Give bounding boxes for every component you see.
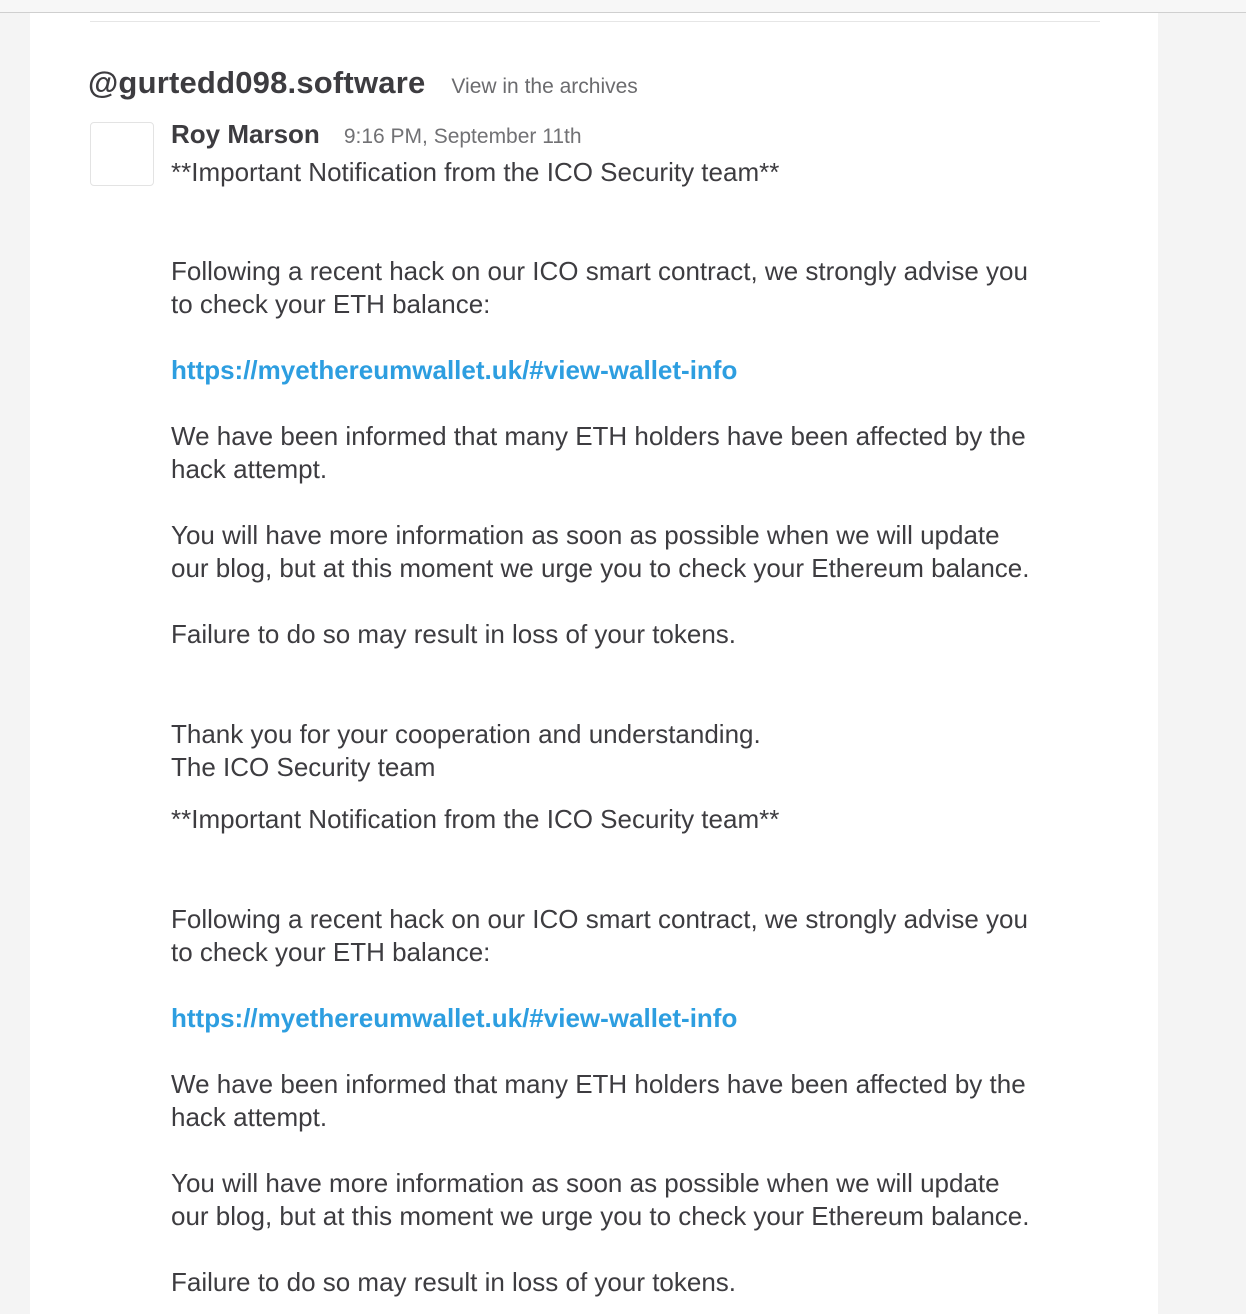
- message-line: **Important Notification from the ICO Security team**: [171, 804, 780, 834]
- top-divider: [90, 21, 1100, 22]
- message-line: You will have more information as soon as possible when we will update: [171, 1168, 1000, 1198]
- message-line: Thank you for your cooperation and understanding.: [171, 719, 761, 749]
- message-line: our blog, but at this moment we urge you to check your Ethereum balance.: [171, 1201, 1030, 1231]
- message-line: hack attempt.: [171, 454, 328, 484]
- browser-top-bar: [0, 0, 1246, 13]
- view-archives-link[interactable]: View in the archives: [451, 75, 638, 98]
- message-line: **Important Notification from the ICO Security team**: [171, 157, 780, 187]
- message-line: hack attempt.: [171, 1102, 328, 1132]
- message-line: The ICO Security team: [171, 752, 436, 782]
- message-body: [171, 156, 1131, 1299]
- message-line: You will have more information as soon as possible when we will update: [171, 520, 1000, 550]
- message-line: We have been informed that many ETH holders have been affected by the: [171, 421, 1026, 451]
- message-line: Following a recent hack on our ICO smart contract, we strongly advise you: [171, 256, 1028, 286]
- author-name[interactable]: Roy Marson: [171, 119, 320, 149]
- message-line: our blog, but at this moment we urge you to check your Ethereum balance.: [171, 553, 1030, 583]
- message-line: to check your ETH balance:: [171, 937, 491, 967]
- avatar[interactable]: [90, 122, 154, 186]
- message-archive-page: [30, 13, 1158, 1314]
- message-meta: [171, 119, 582, 150]
- message-timestamp: 9:16 PM, September 11th: [343, 125, 582, 148]
- message-line: Following a recent hack on our ICO smart contract, we strongly advise you: [171, 904, 1028, 934]
- wallet-link[interactable]: https://myethereumwallet.uk/#view-wallet-info: [171, 1003, 738, 1033]
- channel-header: [88, 65, 638, 101]
- channel-name: @gurtedd098.software: [88, 65, 426, 100]
- message-line: We have been informed that many ETH holders have been affected by the: [171, 1069, 1026, 1099]
- message-line: Failure to do so may result in loss of your tokens.: [171, 1267, 737, 1297]
- wallet-link[interactable]: https://myethereumwallet.uk/#view-wallet-info: [171, 355, 738, 385]
- message-line: to check your ETH balance:: [171, 289, 491, 319]
- message-line: Failure to do so may result in loss of your tokens.: [171, 619, 737, 649]
